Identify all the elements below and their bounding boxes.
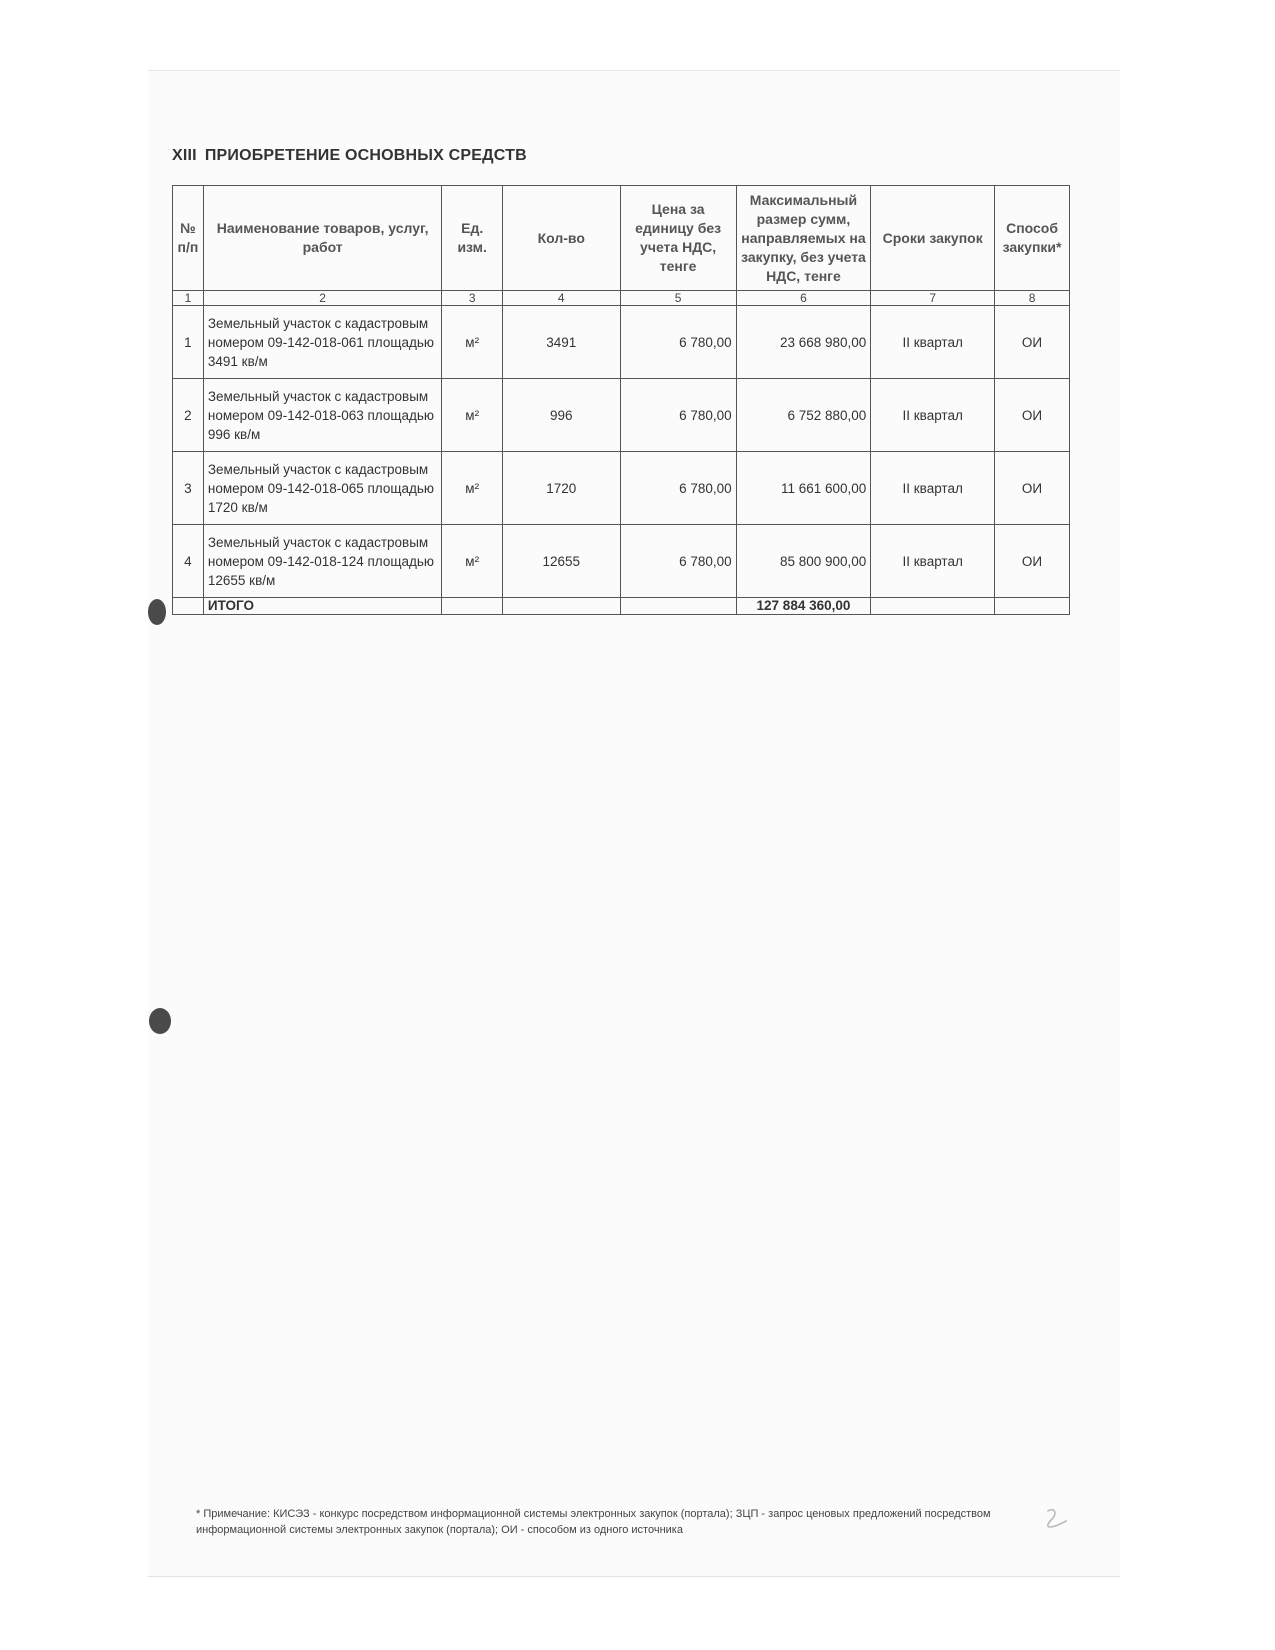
punch-hole-top [148, 599, 166, 625]
header-qty: Кол-во [502, 186, 620, 291]
table-row [173, 379, 1070, 452]
table-row [173, 452, 1070, 525]
header-no: № п/п [173, 186, 204, 291]
header-price: Цена за единицу без учета НДС, тенге [620, 186, 736, 291]
item-unit: м² [442, 306, 503, 379]
header-term: Сроки закупок [871, 186, 995, 291]
header-unit: Ед. изм. [442, 186, 503, 291]
column-number: 5 [620, 291, 736, 306]
header-name: Наименование товаров, услуг, работ [203, 186, 442, 291]
item-sum: 6 752 880,00 [736, 379, 871, 452]
punch-hole-bottom [149, 1008, 171, 1034]
column-number-row [173, 291, 1070, 306]
item-sum: 11 661 600,00 [736, 452, 871, 525]
fixed-assets-table [172, 185, 1070, 615]
total-empty-cell [995, 598, 1070, 615]
column-number: 4 [502, 291, 620, 306]
total-empty-cell [502, 598, 620, 615]
item-qty: 1720 [502, 452, 620, 525]
header-sum: Максимальный размер сумм, направляемых на закупку, без учета НДС, тенге [736, 186, 871, 291]
item-name: Земельный участок с кадастровым номером 09-142-018-065 площадью 1720 кв/м [203, 452, 442, 525]
item-qty: 996 [502, 379, 620, 452]
item-method: ОИ [995, 306, 1070, 379]
item-method: ОИ [995, 452, 1070, 525]
total-label: ИТОГО [203, 598, 442, 615]
total-sum: 127 884 360,00 [736, 598, 871, 615]
item-name: Земельный участок с кадастровым номером 09-142-018-061 площадью 3491 кв/м [203, 306, 442, 379]
item-term: II квартал [871, 452, 995, 525]
header-method: Способ закупки* [995, 186, 1070, 291]
table-row [173, 306, 1070, 379]
item-method: ОИ [995, 379, 1070, 452]
column-number: 6 [736, 291, 871, 306]
item-name: Земельный участок с кадастровым номером 09-142-018-124 площадью 12655 кв/м [203, 525, 442, 598]
total-empty-cell [620, 598, 736, 615]
item-term: II квартал [871, 306, 995, 379]
item-unit: м² [442, 379, 503, 452]
item-price: 6 780,00 [620, 379, 736, 452]
total-empty-cell [442, 598, 503, 615]
handwritten-page-mark [1040, 1505, 1070, 1533]
total-row [173, 598, 1070, 615]
item-sum: 85 800 900,00 [736, 525, 871, 598]
item-sum: 23 668 980,00 [736, 306, 871, 379]
section-heading: ПРИОБРЕТЕНИЕ ОСНОВНЫХ СРЕДСТВ [204, 147, 527, 164]
table-row [173, 525, 1070, 598]
item-unit: м² [442, 525, 503, 598]
header-row [173, 186, 1070, 291]
column-number: 3 [442, 291, 503, 306]
section-title [172, 147, 527, 165]
row-number: 1 [173, 306, 204, 379]
item-price: 6 780,00 [620, 306, 736, 379]
column-number: 8 [995, 291, 1070, 306]
footnote: * Примечание: КИСЭЗ - конкурс посредством информационной системы электронных закупок (портала); ЗЦП - запрос ценовых предложений посредством информационной системы электронных закупок (портала); ОИ - способом из одного источника [196, 1508, 991, 1536]
item-qty: 12655 [502, 525, 620, 598]
item-term: II квартал [871, 525, 995, 598]
item-method: ОИ [995, 525, 1070, 598]
total-empty-cell [173, 598, 204, 615]
row-number: 4 [173, 525, 204, 598]
item-price: 6 780,00 [620, 452, 736, 525]
section-number: XIII [172, 147, 197, 164]
item-qty: 3491 [502, 306, 620, 379]
total-empty-cell [871, 598, 995, 615]
row-number: 3 [173, 452, 204, 525]
item-term: II квартал [871, 379, 995, 452]
column-number: 1 [173, 291, 204, 306]
column-number: 7 [871, 291, 995, 306]
item-name: Земельный участок с кадастровым номером 09-142-018-063 площадью 996 кв/м [203, 379, 442, 452]
row-number: 2 [173, 379, 204, 452]
item-price: 6 780,00 [620, 525, 736, 598]
item-unit: м² [442, 452, 503, 525]
column-number: 2 [203, 291, 442, 306]
